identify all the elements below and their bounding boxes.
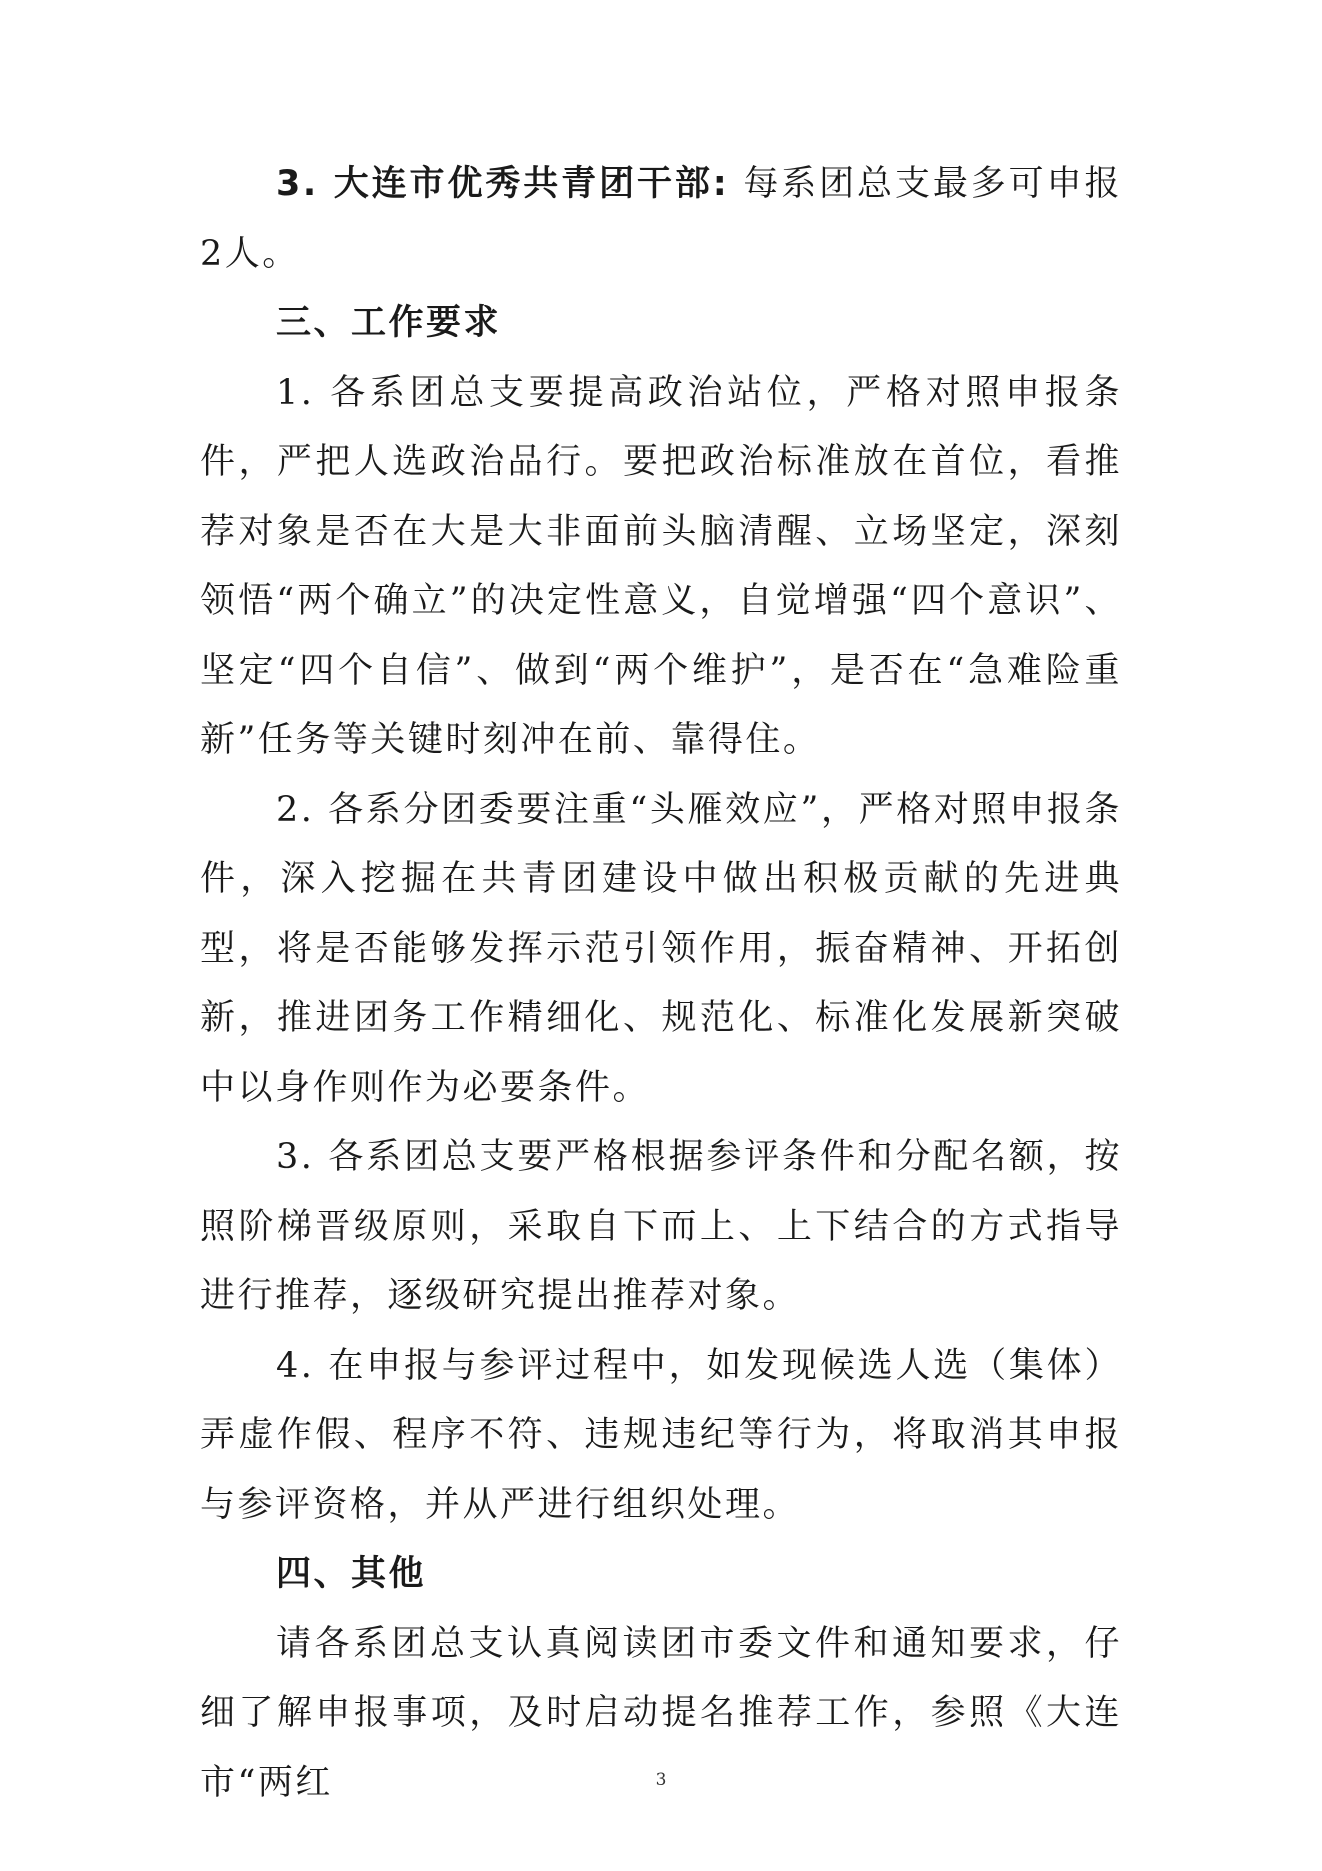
section-heading-other: 四、其他 [276, 1554, 427, 1594]
requirement-paragraph-1: 1. 各系团总支要提高政治站位，严格对照申报条件，严把人选政治品行。要把政治标准放在首位，看推荐对象是否在大是大非面前头脑清醒、立场坚定，深刻领悟“两个确立”的决定性意义，自觉增强“四个意识”、坚定“四个自信”、做到“两个维护”，是否在“急难险重新”任务等关键时刻冲在前、靠得住。 [200, 372, 1122, 760]
award-item-3 [200, 150, 1122, 289]
page-content [200, 150, 1122, 1818]
award-item-3-title: 3. 大连市优秀共青团干部: [276, 164, 730, 204]
requirement-paragraph-4: 4. 在申报与参评过程中，如发现候选人选（集体）弄虚作假、程序不符、违规违纪等行为，将取消其申报与参评资格，并从严进行组织处理。 [200, 1345, 1122, 1525]
other-paragraph: 请各系团总支认真阅读团市委文件和通知要求，仔细了解申报事项，及时启动提名推荐工作，参照《大连市“两红 [200, 1623, 1122, 1803]
requirement-paragraph-3: 3. 各系团总支要严格根据参评条件和分配名额，按照阶梯晋级原则，采取自下而上、上下结合的方式指导进行推荐，逐级研究提出推荐对象。 [200, 1137, 1122, 1316]
page-number: 3 [655, 1770, 667, 1790]
section-heading-work-requirements: 三、工作要求 [276, 303, 502, 343]
requirement-paragraph-2: 2. 各系分团委要注重“头雁效应”，严格对照申报条件，深入挖掘在共青团建设中做出积极贡献的先进典型，将是否能够发挥示范引领作用，振奋精神、开拓创新，推进团务工作精细化、规范化、标准化发展新突破中以身作则作为必要条件。 [200, 789, 1122, 1108]
award-item-3-text: 每系团总支最多可申报2人。 [200, 164, 1122, 274]
